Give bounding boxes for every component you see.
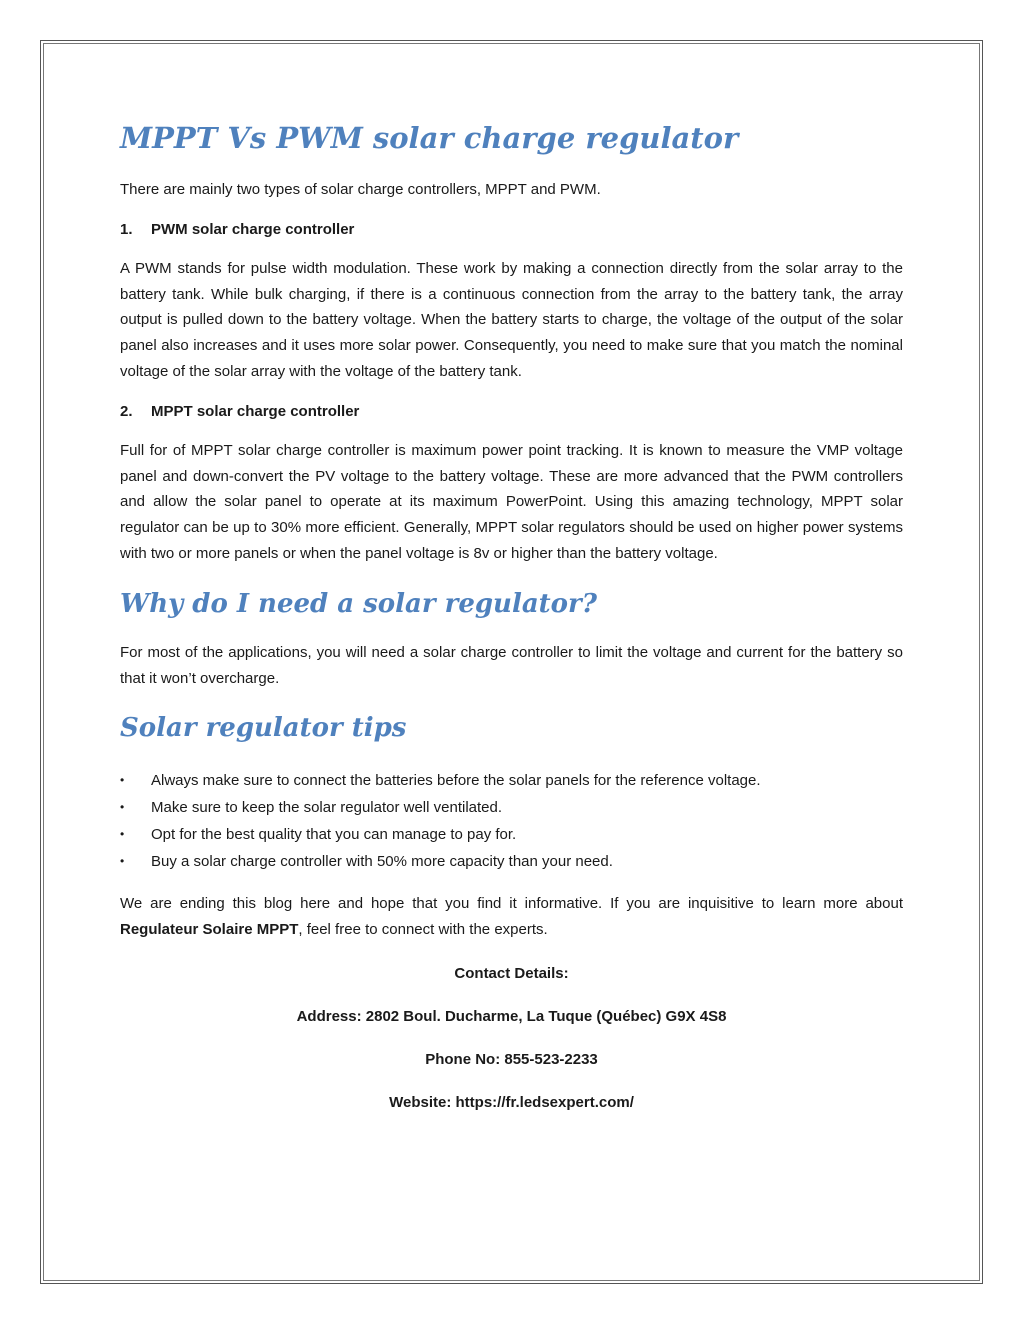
list-item <box>120 848 903 875</box>
section-heading-text: PWM solar charge controller <box>151 220 355 238</box>
section-heading-text: MPPT solar charge controller <box>151 402 360 420</box>
closing-paragraph <box>120 891 903 943</box>
tips-heading: Solar regulator tips <box>120 713 407 744</box>
bullet-icon: • <box>120 773 125 788</box>
section-heading-mppt <box>120 402 903 422</box>
document-body <box>120 112 903 1113</box>
page-title: MPPT Vs PWM solar charge regulator <box>120 121 739 155</box>
section-heading-pwm <box>120 220 903 240</box>
closing-bold-keyword: Regulateur Solaire MPPT <box>120 921 299 939</box>
intro-paragraph: There are mainly two types of solar charge controllers, MPPT and PWM. <box>120 181 601 198</box>
bullet-icon: • <box>120 800 125 815</box>
list-item-text: Make sure to keep the solar regulator well ventilated. <box>151 799 503 817</box>
why-paragraph: For most of the applications, you will need a solar charge controller to limit the voltage and current for the battery so that it won’t overcharge. <box>120 643 903 687</box>
contact-heading: Contact Details: <box>454 964 569 982</box>
closing-text-after: , feel free to connect with the experts. <box>298 921 548 939</box>
list-item-text: Buy a solar charge controller with 50% more capacity than your need. <box>151 853 613 871</box>
why-heading: Why do I need a solar regulator? <box>120 588 597 619</box>
bullet-icon: • <box>120 827 125 842</box>
list-item-text: Opt for the best quality that you can manage to pay for. <box>151 826 517 844</box>
section-paragraph-mppt: Full for of MPPT solar charge controller is maximum power point tracking. It is known to measure the VMP voltage panel and down-convert the PV voltage to the battery voltage. These are more advanced that the PWM controllers and allow the solar panel to operate at its maximum PowerPoint. Using this amazing technology, MPPT solar regulator can be up to 30% more efficient. Generally, MPPT solar regulators should be used on higher power systems with two or more panels or when the panel voltage is 8v or higher than the battery voltage. <box>120 441 903 562</box>
contact-address: Address: 2802 Boul. Ducharme, La Tuque (Québec) G9X 4S8 <box>296 1007 727 1025</box>
contact-website: Website: https://fr.ledsexpert.com/ <box>389 1093 634 1111</box>
tips-list <box>120 767 903 875</box>
section-number: 1. <box>120 220 133 238</box>
list-item <box>120 794 903 821</box>
section-number: 2. <box>120 402 133 420</box>
section-paragraph-pwm: A PWM stands for pulse width modulation. These work by making a connection directly from the solar array to the battery tank. While bulk charging, if there is a continuous connection from the array to the battery tank, the array output is pulled down to the battery voltage. When the battery starts to charge, the voltage of the output of the solar panel also increases and it uses more solar power. Consequently, you need to make sure that you match the nominal voltage of the solar array with the voltage of the battery tank. <box>120 259 903 380</box>
list-item <box>120 821 903 848</box>
list-item-text: Always make sure to connect the batteries before the solar panels for the reference voltage. <box>151 772 761 790</box>
contact-phone: Phone No: 855-523-2233 <box>425 1050 598 1068</box>
closing-text-before: We are ending this blog here and hope that you find it informative. If you are inquisitive to learn more about <box>120 895 903 913</box>
bullet-icon: • <box>120 854 125 869</box>
list-item <box>120 767 903 794</box>
